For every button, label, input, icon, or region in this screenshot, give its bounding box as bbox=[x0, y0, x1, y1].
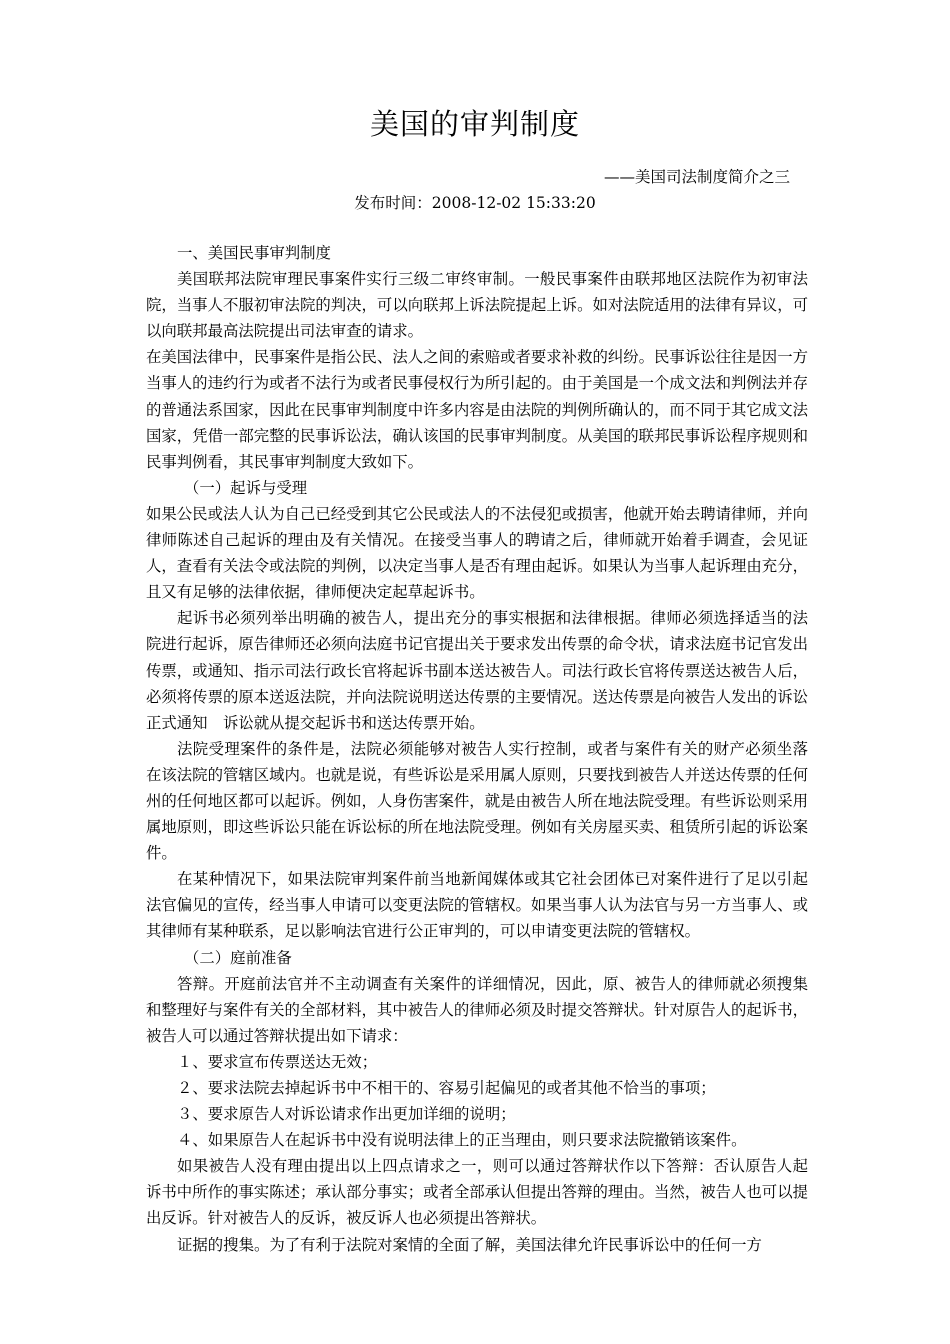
list-item: １、要求宣布传票送达无效； bbox=[177, 1052, 378, 1071]
list-item: ４、如果原告人在起诉书中没有说明法律上的正当理由，则只要求法院撤销该案件。 bbox=[177, 1131, 747, 1150]
subsection-heading: （一）起诉与受理 bbox=[184, 478, 308, 497]
document-title: 美国的审判制度 bbox=[369, 107, 580, 141]
paragraph: 如果被告人没有理由提出以上四点请求之一，则可以通过答辩状作以下答辩：否认原告人起诉书中所作的事实陈述；承认部分事实；或者全部承认但提出答辩的理由。当然，被告人也可以提出反诉。针对被告人的反诉，被反诉人也必须提出答辩状。 bbox=[146, 1157, 808, 1228]
list-item: ２、要求法院去掉起诉书中不相干的、容易引起偏见的或者其他不恰当的事项； bbox=[177, 1079, 716, 1097]
section-heading: 一、美国民事审判制度 bbox=[177, 244, 331, 262]
paragraph: 证据的搜集。为了有利于法院对案情的全面了解，美国法律允许民事诉讼中的任何一方 bbox=[177, 1235, 762, 1254]
publish-time: 发布时间：2008-12-02 15:33:20 bbox=[354, 194, 596, 212]
paragraph: 答辩。开庭前法官并不主动调查有关案件的详细情况，因此，原、被告人的律师就必须搜集和整理好与案件有关的全部材料，其中被告人的律师必须及时提交答辩状。针对原告人的起诉书，被告人可以通过答辩状提出如下请求： bbox=[146, 974, 808, 1045]
paragraph: 在某种情况下，如果法院审判案件前当地新闻媒体或其它社会团体已对案件进行了足以引起法官偏见的宣传，经当事人申请可以变更法院的管辖权。如果当事人认为法官与另一方当事人、或其律师有某种联系，足以影响法官进行公正审判的，可以申请变更法院的管辖权。 bbox=[146, 870, 808, 941]
document-subtitle: ——美国司法制度简介之三 bbox=[603, 168, 790, 186]
paragraph: 起诉书必须列举出明确的被告人，提出充分的事实根据和法律根据。律师必须选择适当的法院进行起诉，原告律师还必须向法庭书记官提出关于要求发出传票的命令状，请求法庭书记官发出传票，或通知、指示司法行政长官将起诉书副本送达被告人。司法行政长官将传票送达被告人后，必须将传票的原本送返法院，并向法院说明送达传票的主要情况。送达传票是向被告人发出的诉讼正式通知 诉讼就从提交起诉书和送达传票开始。 bbox=[146, 609, 808, 732]
subsection-heading: （二）庭前准备 bbox=[184, 948, 292, 967]
paragraph: 在美国法律中，民事案件是指公民、法人之间的索赔或者要求补救的纠纷。民事诉讼往往是因一方当事人的违约行为或者不法行为或者民事侵权行为所引起的。由于美国是一个成文法和判例法并存的普通法系国家，因此在民事审判制度中许多内容是由法院的判例所确认的，而不同于其它成文法国家，凭借一部完整的民事诉讼法，确认该国的民事审判制度。从美国的联邦民事诉讼程序规则和民事判例看，其民事审判制度大致如下。 bbox=[146, 348, 808, 471]
paragraph: 美国联邦法院审理民事案件实行三级二审终审制。一般民事案件由联邦地区法院作为初审法院，当事人不服初审法院的判决，可以向联邦上诉法院提起上诉。如对法院适用的法律有异议，可以向联邦最高法院提出司法审查的请求。 bbox=[146, 270, 808, 341]
list-item: ３、要求原告人对诉讼请求作出更加详细的说明； bbox=[177, 1105, 516, 1124]
document-body bbox=[146, 240, 808, 1258]
paragraph: 如果公民或法人认为自己已经受到其它公民或法人的不法侵犯或损害，他就开始去聘请律师，并向律师陈述自己起诉的理由及有关情况。在接受当事人的聘请之后，律师就开始着手调查，会见证人，查看有关法令或法院的判例，以决定当事人是否有理由起诉。如果认为当事人起诉理由充分，且又有足够的法律依据，律师便决定起草起诉书。 bbox=[146, 504, 808, 602]
paragraph: 法院受理案件的条件是，法院必须能够对被告人实行控制，或者与案件有关的财产必须坐落在该法院的管辖区域内。也就是说，有些诉讼是采用属人原则，只要找到被告人并送达传票的任何州的任何地区都可以起诉。例如，人身伤害案件，就是由被告人所在地法院受理。有些诉讼则采用属地原则，即这些诉讼只能在诉讼标的所在地法院受理。例如有关房屋买卖、租赁所引起的诉讼案件。 bbox=[146, 739, 808, 863]
